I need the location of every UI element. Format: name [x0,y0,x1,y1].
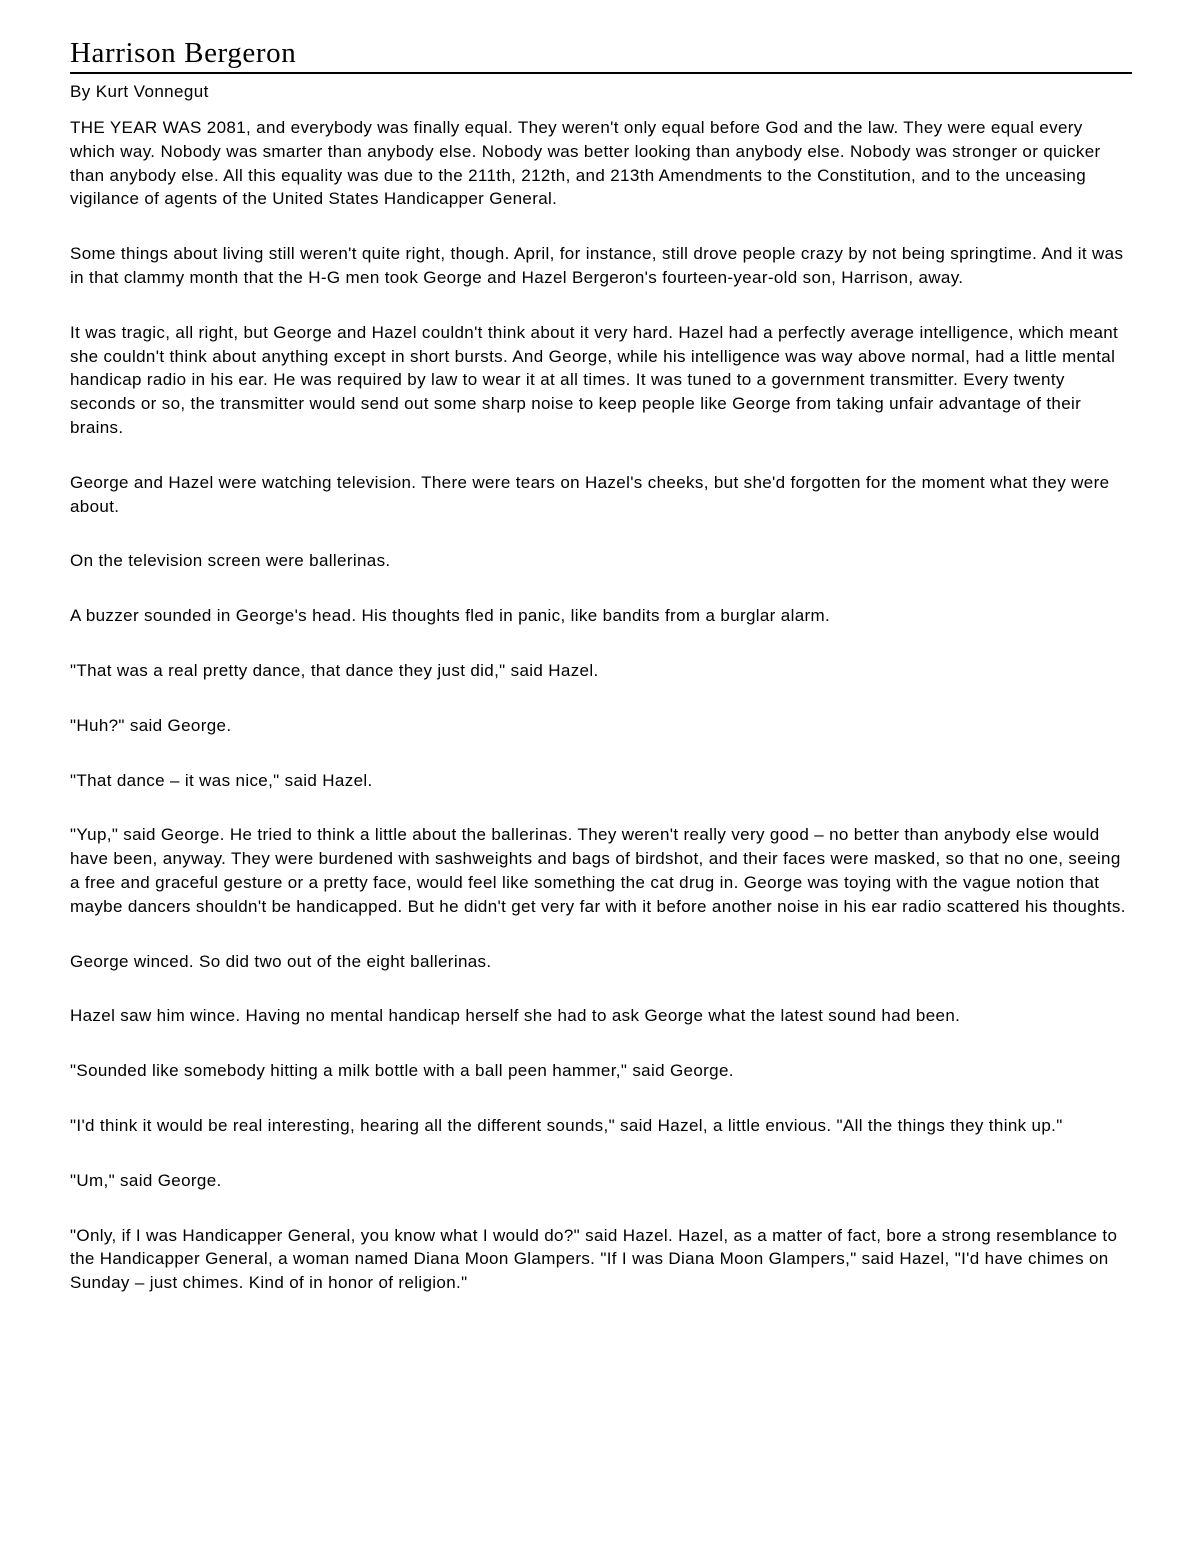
paragraph-6: A buzzer sounded in George's head. His thoughts fled in panic, like bandits from a burglar alarm. [70,606,831,626]
paragraph-11: George winced. So did two out of the eight ballerinas. [70,951,492,971]
paragraph-13: "Sounded like somebody hitting a milk bottle with a ball peen hammer," said George. [70,1061,734,1081]
paragraph-10: "Yup," said George. He tried to think a little about the ballerinas. They weren't really very good – no better than anybody else would have been, anyway. They were burdened with sashweights and bags of birdshot, and their faces were masked, so that no one, seeing a free and graceful gesture or a pretty face, would feel like something the cat drug in. George was toying with the vague notion that maybe dancers shouldn't be handicapped. But he didn't get very far with it before another noise in his ear radio scattered his thoughts. [70,825,1126,916]
author-byline: By Kurt Vonnegut [70,82,209,101]
paragraph-7: "That was a real pretty dance, that dance they just did," said Hazel. [70,660,599,680]
paragraph-8: "Huh?" said George. [70,715,232,735]
paragraph-4: George and Hazel were watching television. There were tears on Hazel's cheeks, but she'd forgotten for the moment what they were about. [70,472,1110,516]
paragraph-16: "Only, if I was Handicapper General, you know what I would do?" said Hazel. Hazel, as a matter of fact, bore a strong resemblance to the Handicapper General, a woman named Diana Moon Glampers. "If I was Diana Moon Glampers," said Hazel, "I'd have chimes on Sunday – just chimes. Kind of in honor of religion." [70,1225,1118,1293]
paragraph-14: "I'd think it would be real interesting, hearing all the different sounds," said Hazel, a little envious. "All the things they think up." [70,1115,1063,1135]
paragraph-5: On the television screen were ballerinas. [70,551,391,571]
title-divider [70,72,1132,74]
document-title: Harrison Bergeron [70,37,297,69]
paragraph-2: Some things about living still weren't quite right, though. April, for instance, still drove people crazy by not being springtime. And it was in that clammy month that the H-G men took George and Hazel Bergeron's fourteen-year-old son, Harrison, away. [70,244,1124,287]
paragraph-12: Hazel saw him wince. Having no mental handicap herself she had to ask George what the latest sound had been. [70,1006,961,1026]
paragraph-3: It was tragic, all right, but George and Hazel couldn't think about it very hard. Hazel had a perfectly average intelligence, which meant she couldn't think about anything except in short bursts. And George, while his intelligence was way above normal, had a little mental handicap radio in his ear. He was required by law to wear it at all times. It was tuned to a government transmitter. Every twenty seconds or so, the transmitter would send out some sharp noise to keep people like George from taking unfair advantage of their brains. [70,322,1119,437]
paragraph-9: "That dance – it was nice," said Hazel. [70,770,373,790]
document-page [70,36,1132,1326]
paragraph-15: "Um," said George. [70,1170,222,1190]
paragraph-1: THE YEAR WAS 2081, and everybody was finally equal. They weren't only equal before God and the law. They were equal every which way. Nobody was smarter than anybody else. Nobody was better looking than anybody else. Nobody was stronger or quicker than anybody else. All this equality was due to the 211th, 212th, and 213th Amendments to the Constitution, and to the unceasing vigilance of agents of the United States Handicapper General. [70,118,1101,209]
